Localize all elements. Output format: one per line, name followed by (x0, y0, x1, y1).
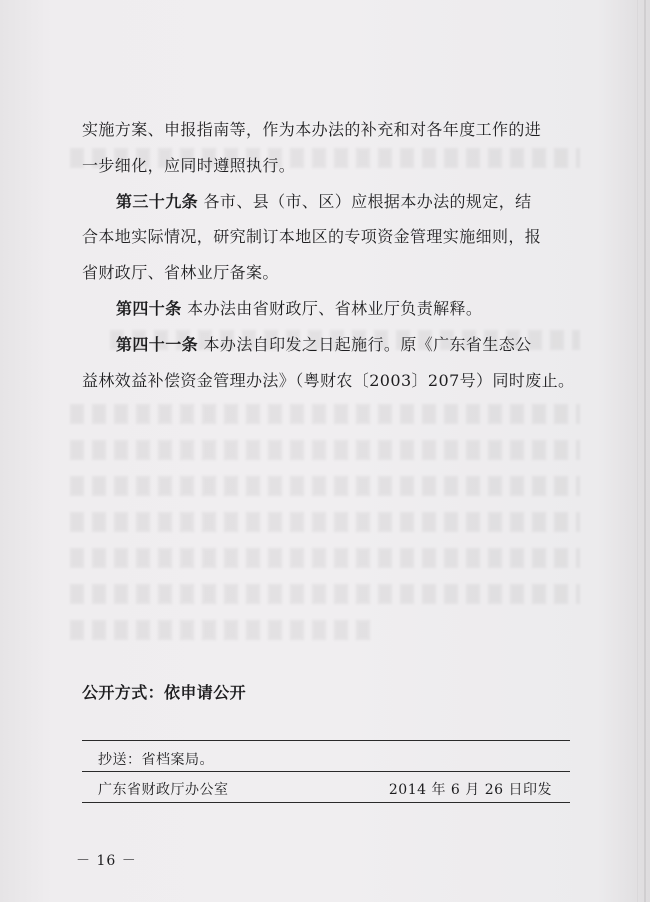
article-39-text: 各市、县（市、区）应根据本办法的规定，结 (203, 191, 532, 211)
body-line: 省财政厅、省林业厅备案。 (82, 263, 279, 283)
divider-line (82, 802, 570, 803)
page-edge-shadow (644, 0, 646, 902)
body-line: 一步细化，应同时遵照执行。 (82, 155, 296, 175)
article-39 (82, 184, 572, 220)
show-through-bleed (70, 620, 370, 640)
print-date: 2014 年 6 月 26 日印发 (388, 782, 552, 798)
document-body (82, 112, 575, 398)
issuing-office: 广东省财政厅办公室 (98, 782, 229, 798)
article-40 (82, 291, 572, 327)
article-40-text: 本办法由省财政厅、省林业厅负责解释。 (187, 298, 483, 318)
page-number: － 16 － (76, 853, 137, 869)
show-through-bleed (70, 476, 580, 496)
body-line: 合本地实际情况，研究制订本地区的专项资金管理实施细则，报 (82, 227, 542, 247)
cc-recipients: 抄送：省档案局。 (98, 752, 214, 768)
article-41-text: 本办法自印发之日起施行。原《广东省生态公 (203, 334, 532, 354)
show-through-bleed (70, 584, 580, 604)
show-through-bleed (70, 548, 580, 568)
show-through-bleed (70, 440, 580, 460)
body-line: 益林效益补偿资金管理办法》（粤财农〔2003〕207号）同时废止。 (82, 370, 575, 390)
article-41-title: 第四十一条 (116, 334, 199, 354)
show-through-bleed (70, 512, 580, 532)
page-edge-shadow (637, 0, 638, 902)
divider-line (82, 740, 570, 741)
article-41 (82, 327, 572, 363)
divider-line (82, 771, 570, 772)
body-line: 实施方案、申报指南等，作为本办法的补充和对各年度工作的进 (82, 120, 542, 139)
show-through-bleed (70, 404, 580, 424)
article-39-title: 第三十九条 (116, 191, 199, 211)
disclosure-method: 公开方式：依申请公开 (82, 683, 247, 702)
article-40-title: 第四十条 (116, 298, 182, 318)
